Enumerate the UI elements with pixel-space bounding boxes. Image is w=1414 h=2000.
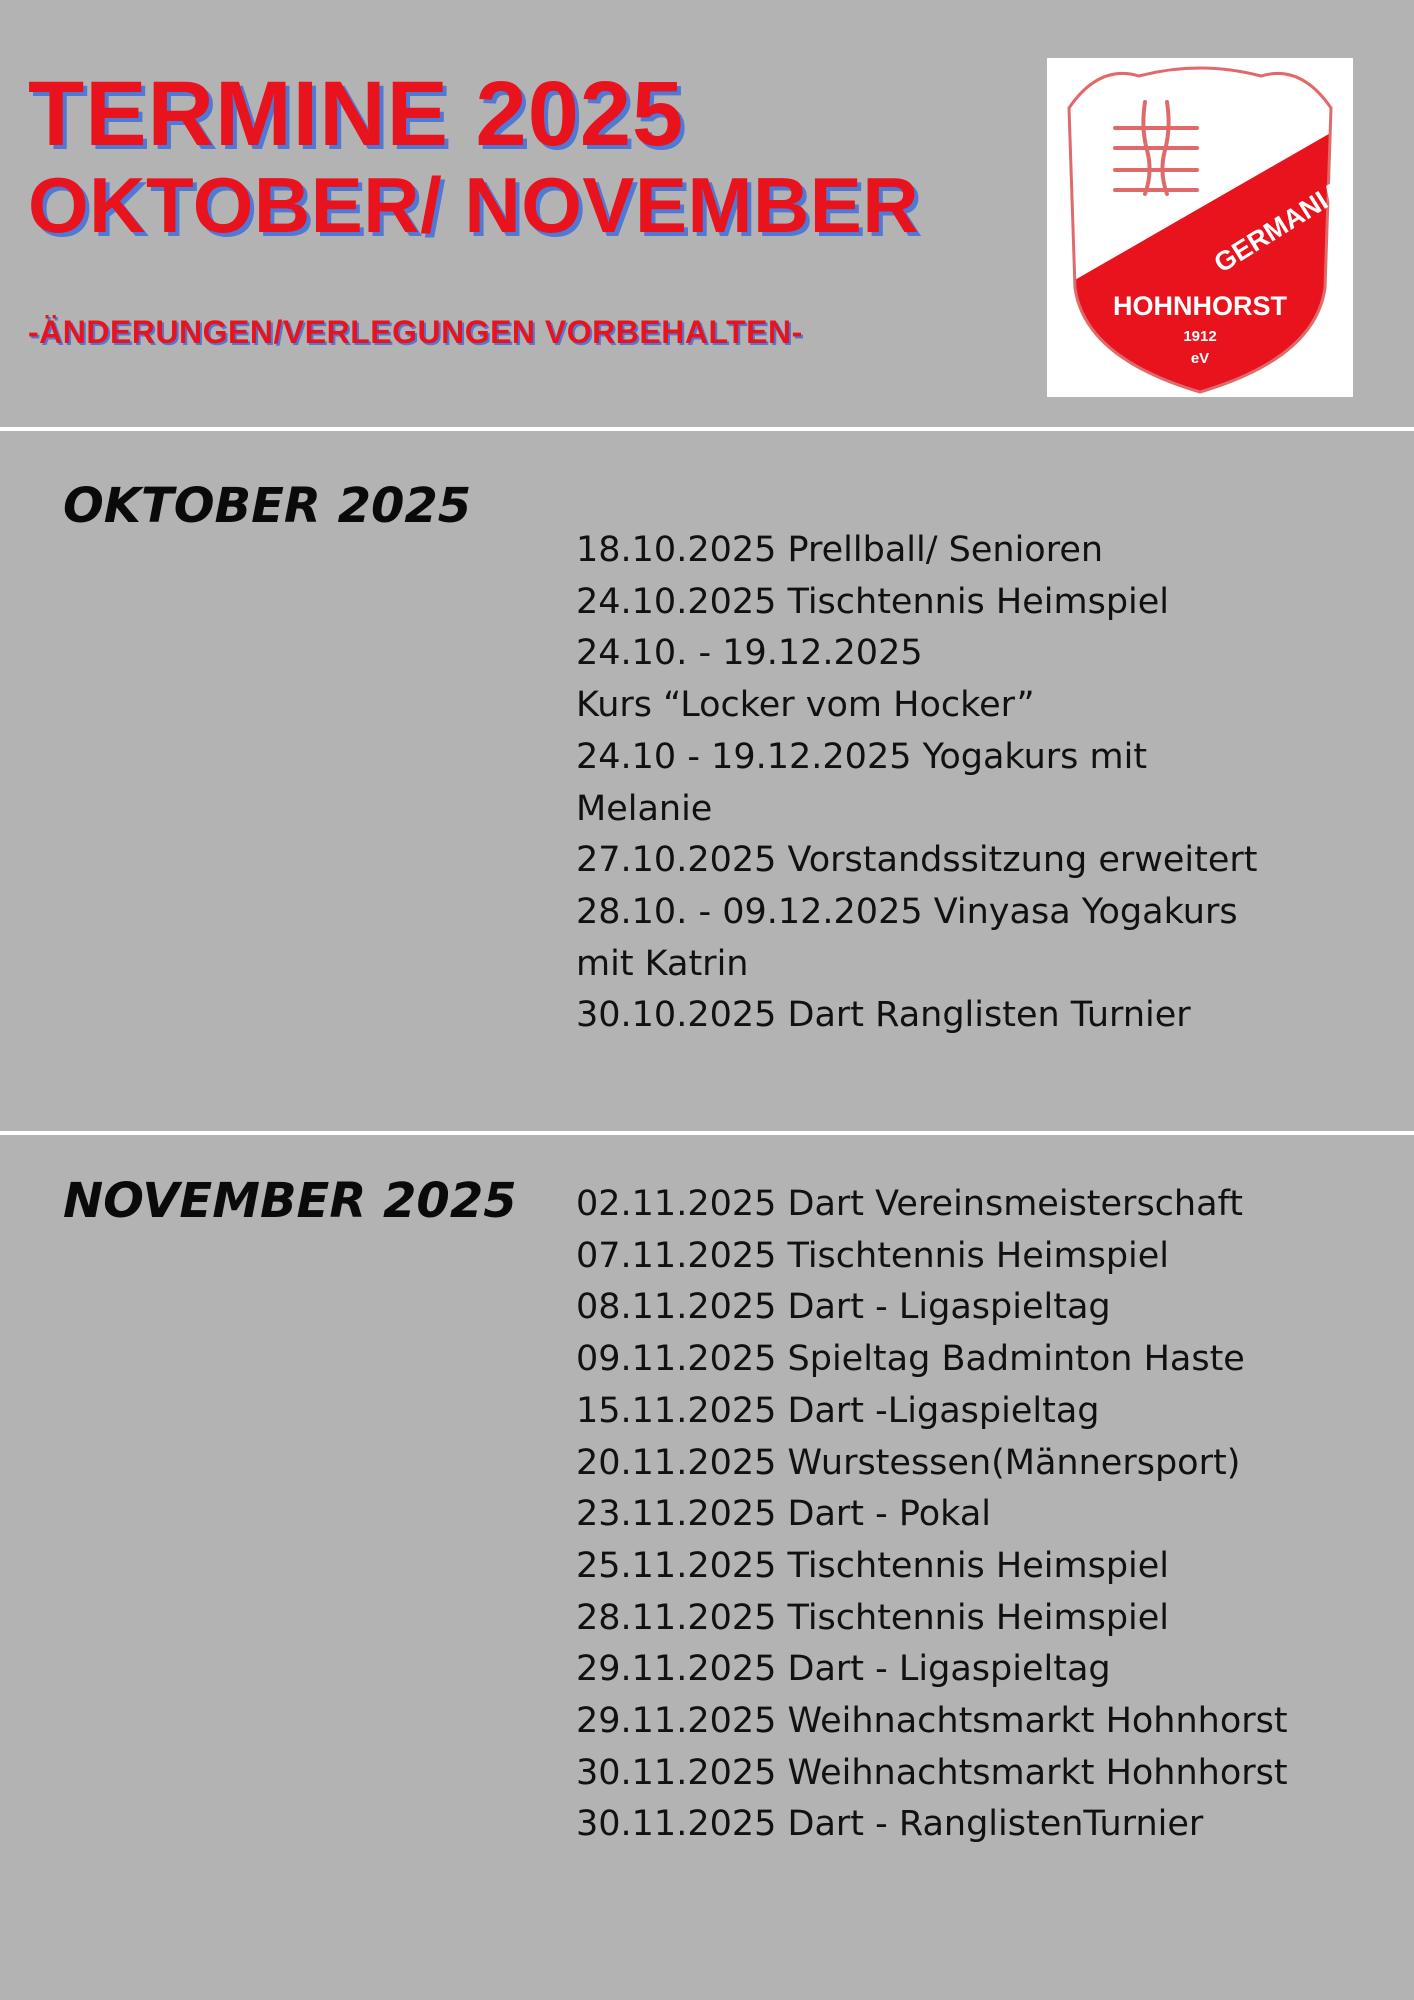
list-item: 29.11.2025 Weihnachtsmarkt Hohnhorst — [576, 1701, 1288, 1742]
list-item: 27.10.2025 Vorstandssitzung erweitert — [576, 840, 1258, 881]
october-heading: OKTOBER 2025 — [63, 478, 472, 534]
november-heading: NOVEMBER 2025 — [63, 1173, 517, 1229]
divider-middle — [0, 1131, 1414, 1135]
list-item: 29.11.2025 Dart - Ligaspieltag — [576, 1649, 1111, 1690]
list-item: mit Katrin — [576, 943, 749, 984]
list-item: 24.10 - 19.12.2025 Yogakurs mit — [576, 736, 1148, 777]
list-item: 24.10.2025 Tischtennis Heimspiel — [576, 581, 1170, 622]
page-subtitle: OKTOBER/ NOVEMBER — [28, 161, 920, 249]
list-item: 28.10. - 09.12.2025 Vinyasa Yogakurs — [576, 891, 1238, 932]
list-item: 23.11.2025 Dart - Pokal — [576, 1494, 992, 1535]
club-logo — [1047, 58, 1353, 397]
page-title: TERMINE 2025 — [28, 63, 685, 165]
list-item: 08.11.2025 Dart - Ligaspieltag — [576, 1287, 1111, 1328]
logo-suffix: eV — [1190, 350, 1210, 367]
logo-place: HOHNHORST — [1113, 291, 1287, 321]
list-item: 15.11.2025 Dart -Ligaspieltag — [576, 1390, 1100, 1431]
list-item: Melanie — [576, 788, 713, 829]
divider-top — [0, 427, 1414, 431]
logo-name: GERMANIA — [1208, 175, 1350, 279]
list-item: 28.11.2025 Tischtennis Heimspiel — [576, 1597, 1170, 1638]
list-item: 02.11.2025 Dart Vereinsmeisterschaft — [576, 1184, 1243, 1224]
list-item: 30.11.2025 Dart - RanglistenTurnier — [576, 1804, 1204, 1845]
list-item: 24.10. - 19.12.2025 — [576, 633, 923, 674]
logo-year: 1912 — [1183, 328, 1217, 345]
list-item: 25.11.2025 Tischtennis Heimspiel — [576, 1545, 1170, 1586]
change-notice: -ÄNDERUNGEN/VERLEGUNGEN VORBEHALTEN- — [28, 314, 803, 350]
october-event-list — [576, 525, 1258, 1042]
november-event-list — [576, 1179, 1288, 1851]
list-item: 30.11.2025 Weihnachtsmarkt Hohnhorst — [576, 1752, 1288, 1793]
list-item: 30.10.2025 Dart Ranglisten Turnier — [576, 995, 1191, 1036]
list-item: 18.10.2025 Prellball/ Senioren — [576, 530, 1104, 570]
list-item: 09.11.2025 Spieltag Badminton Haste — [576, 1339, 1245, 1380]
list-item: Kurs “Locker vom Hocker” — [576, 685, 1035, 726]
list-item: 20.11.2025 Wurstessen(Männersport) — [576, 1442, 1241, 1483]
list-item: 07.11.2025 Tischtennis Heimspiel — [576, 1235, 1170, 1276]
